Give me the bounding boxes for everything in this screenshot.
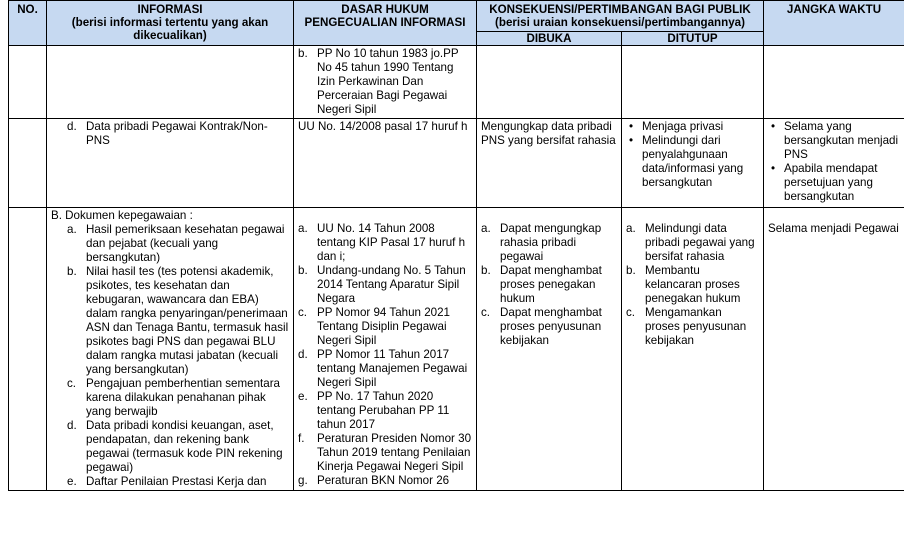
header-consequence: [477, 1, 764, 32]
list-item: c. Pengajuan pemberhentian sementara karena dilakukan penahanan pihak yang berwajib: [67, 377, 281, 418]
section-title: B. Dokumen kepegawaian :: [51, 209, 193, 222]
table-row: [9, 46, 905, 119]
table-row: [9, 119, 905, 208]
cell-information: [47, 46, 294, 119]
list-item: b. Dapat menghambat proses penegakan hukum: [481, 264, 602, 305]
list-item: c. Dapat menghambat proses penyusunan kebijakan: [481, 306, 602, 347]
list-item: a. UU No. 14 Tahun 2008 tentang KIP Pasal 17 huruf h dan i;: [298, 222, 466, 263]
header-period: JANGKA WAKTU: [764, 1, 905, 46]
cell-legal-basis: [294, 208, 477, 491]
list-item: d. PP Nomor 11 Tahun 2017 tentang Manajemen Pegawai Negeri Sipil: [298, 348, 468, 389]
cell-no: [9, 119, 47, 208]
list-item: f. Peraturan Presiden Nomor 30 Tahun 2019 tentang Penilaian Kinerja Pegawai Negeri Sipil: [298, 432, 472, 473]
cell-period: [764, 208, 905, 491]
document-page: [8, 0, 904, 527]
opened-list: [481, 222, 617, 348]
table-row: [9, 208, 905, 491]
cell-period: [764, 46, 905, 119]
cell-opened: Mengungkap data pribadi PNS yang bersifat rahasia: [477, 119, 622, 208]
information-list: [51, 223, 289, 489]
list-item: b. Undang-undang No. 5 Tahun 2014 Tentang Aparatur Sipil Negara: [298, 264, 466, 305]
header-closed: DITUTUP: [622, 32, 764, 46]
list-item: • Apabila mendapat persetujuan yang bersangkutan: [771, 162, 878, 203]
header-consequence-title: KONSEKUENSI/PERTIMBANGAN BAGI PUBLIK: [489, 3, 751, 16]
list-item: b. Membantu kelancaran proses penegakan hukum: [626, 264, 741, 305]
cell-period: [764, 119, 905, 208]
legal-basis-list: [298, 222, 472, 488]
header-opened: DIBUKA: [477, 32, 622, 46]
list-item: b. PP No 10 tahun 1983 jo.PP No 45 tahun 1990 Tentang Izin Perkawinan Dan Perceraian Bagi Pegawai Negeri Sipil: [298, 47, 459, 116]
cell-no: [9, 46, 47, 119]
cell-opened: [477, 46, 622, 119]
list-item: • Melindungi dari penyalahgunaan data/informasi yang bersangkutan: [629, 134, 744, 189]
header-information: [47, 1, 294, 46]
list-item: • Selama yang bersangkutan menjadi PNS: [771, 120, 899, 161]
list-item: a. Hasil pemeriksaan kesehatan pegawai dan pejabat (kecuali yang bersangkutan): [67, 223, 285, 264]
list-item: d. Data pribadi Pegawai Kontrak/Non-PNS: [67, 120, 268, 147]
list-item: e. PP No. 17 Tahun 2020 tentang Perubahan PP 11 tahun 2017: [298, 390, 450, 431]
information-list: [51, 120, 289, 148]
header-row: [9, 1, 905, 32]
list-item: c. PP Nomor 94 Tahun 2021 Tentang Disiplin Pegawai Negeri Sipil: [298, 306, 450, 347]
list-item: e. Daftar Penilaian Prestasi Kerja dan: [67, 475, 267, 488]
list-item: a. Melindungi data pribadi pegawai yang bersifat rahasia: [626, 222, 755, 263]
header-information-subtitle: (berisi informasi tertentu yang akan dikecualikan): [71, 16, 269, 42]
cell-closed: [622, 119, 764, 208]
list-item: a. Dapat mengungkap rahasia pribadi pegawai: [481, 222, 602, 263]
cell-information: [47, 119, 294, 208]
legal-basis-list: [298, 47, 472, 117]
header-no: NO.: [9, 1, 47, 46]
header-information-title: INFORMASI: [137, 3, 203, 16]
cell-closed: [622, 46, 764, 119]
list-item: c. Mengamankan proses penyusunan kebijakan: [626, 306, 747, 347]
cell-opened: [477, 208, 622, 491]
period-text: Selama menjadi Pegawai: [768, 222, 899, 235]
list-item: • Menjaga privasi: [629, 120, 724, 133]
period-list: [768, 120, 900, 204]
cell-legal-basis: [294, 46, 477, 119]
list-item: g. Peraturan BKN Nomor 26: [298, 474, 450, 487]
header-legal-basis: DASAR HUKUM PENGECUALIAN INFORMASI: [294, 1, 477, 46]
header-consequence-subtitle: (berisi uraian konsekuensi/pertimbangannya): [495, 16, 745, 29]
cell-no: [9, 208, 47, 491]
list-item: b. Nilai hasil tes (tes potensi akademik, psikotes, tes kesehatan dan kebugaran, wawancara dan EBA) dalam rangka penyaringan/penerimaan ASN dan Tenaga Bantu, termasuk hasil psikotes bagi PNS dan pegawai BLU dalam rangka mutasi jabatan (kecuali yang bersangkutan): [67, 265, 289, 376]
cell-legal-basis: UU No. 14/2008 pasal 17 huruf h: [294, 119, 477, 208]
closed-list: [626, 120, 759, 190]
exempted-information-table: [8, 0, 904, 491]
cell-information: [47, 208, 294, 491]
closed-list: [626, 222, 759, 348]
cell-closed: [622, 208, 764, 491]
list-item: d. Data pribadi kondisi keuangan, aset, pendapatan, dan rekening bank pegawai (termasuk kode PIN rekening pegawai): [67, 419, 283, 474]
